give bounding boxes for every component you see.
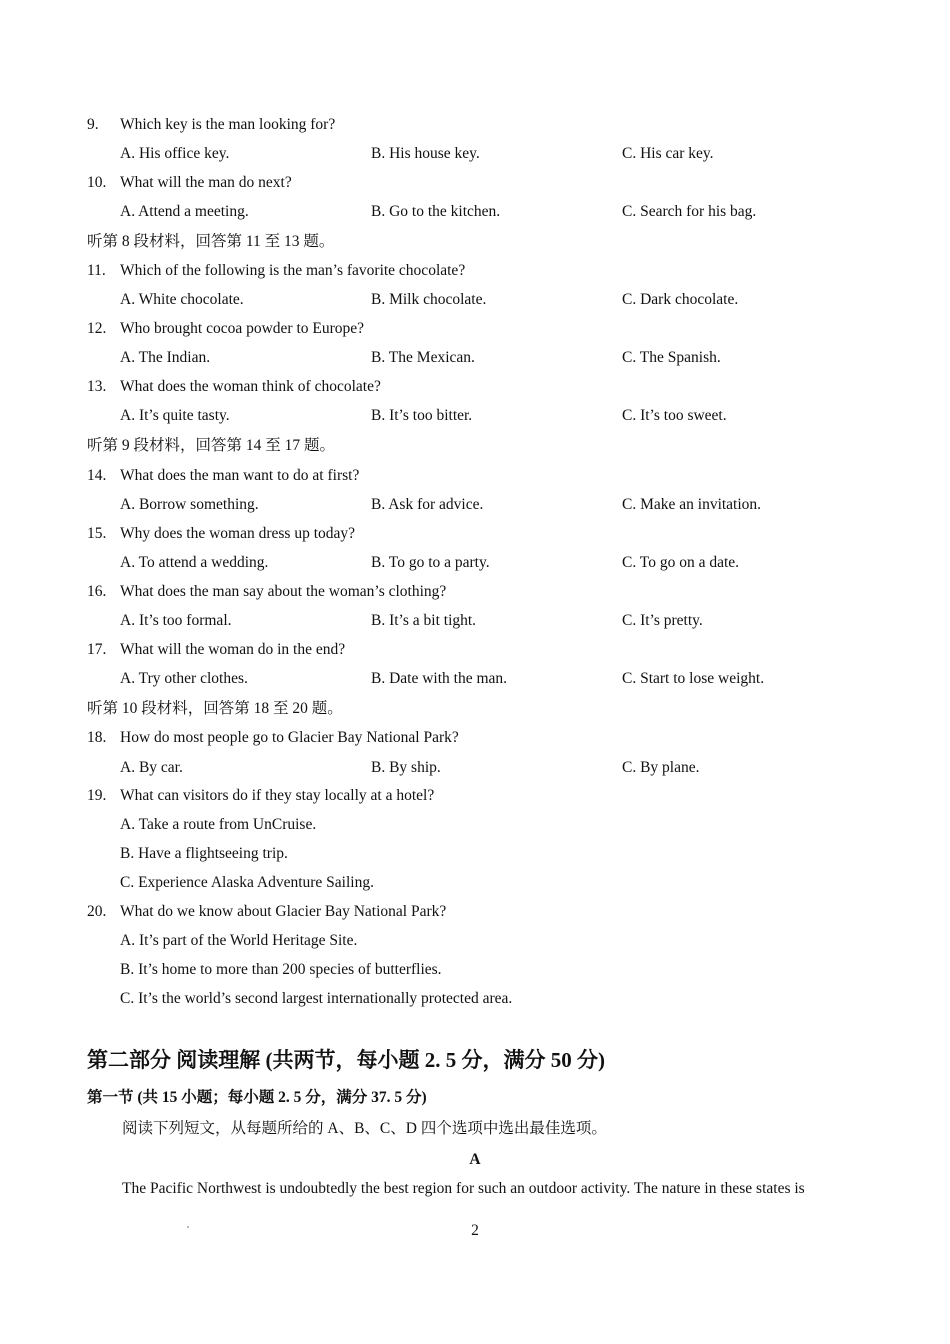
option-a: A. It’s quite tasty. xyxy=(120,407,230,424)
option-b: B. It’s a bit tight. xyxy=(371,612,477,629)
question-number: 13. xyxy=(87,378,107,395)
option-c: C. Experience Alaska Adventure Sailing. xyxy=(120,874,374,891)
option-b: B. Date with the man. xyxy=(371,670,508,687)
option-c: C. Start to lose weight. xyxy=(622,670,765,687)
question-stem: What will the woman do in the end? xyxy=(120,641,346,658)
option-c: C. Make an invitation. xyxy=(622,496,762,513)
option-c: C. It’s the world’s second largest internationally protected area. xyxy=(120,990,513,1007)
question-stem: Which key is the man looking for? xyxy=(120,116,336,133)
section-instruction: 听第 10 段材料，回答第 18 至 20 题。 xyxy=(87,700,343,717)
question-number: 17. xyxy=(87,641,107,658)
question-stem: What does the man say about the woman’s clothing? xyxy=(120,583,447,600)
question-number: 14. xyxy=(87,467,107,484)
option-b: B. To go to a party. xyxy=(371,554,490,571)
question-number: 10. xyxy=(87,174,107,191)
passage-label: A xyxy=(469,1151,481,1168)
question-stem: What will the man do next? xyxy=(120,174,292,191)
question-number: 9. xyxy=(87,116,99,133)
option-b: B. Go to the kitchen. xyxy=(371,203,501,220)
question-number: 16. xyxy=(87,583,107,600)
question-stem: Why does the woman dress up today? xyxy=(120,525,356,542)
option-b: B. It’s too bitter. xyxy=(371,407,473,424)
option-a: A. Attend a meeting. xyxy=(120,203,249,220)
option-c: C. The Spanish. xyxy=(622,349,721,366)
option-a: A. To attend a wedding. xyxy=(120,554,269,571)
option-a: A. It’s part of the World Heritage Site. xyxy=(120,932,358,949)
reading-instruction: 阅读下列短文，从每题所给的 A、B、C、D 四个选项中选出最佳选项。 xyxy=(122,1120,607,1137)
option-a: A. White chocolate. xyxy=(120,291,244,308)
option-c: C. Dark chocolate. xyxy=(622,291,739,308)
option-b: B. Have a flightseeing trip. xyxy=(120,845,288,862)
page-number: 2 xyxy=(471,1222,479,1239)
question-number: 12. xyxy=(87,320,107,337)
section-instruction: 听第 8 段材料，回答第 11 至 13 题。 xyxy=(87,233,335,250)
option-c: C. It’s pretty. xyxy=(622,612,703,629)
question-stem: What can visitors do if they stay locally at a hotel? xyxy=(120,787,435,804)
option-a: A. His office key. xyxy=(120,145,230,162)
question-stem: How do most people go to Glacier Bay National Park? xyxy=(120,729,459,746)
question-number: 18. xyxy=(87,729,107,746)
option-b: B. Milk chocolate. xyxy=(371,291,487,308)
option-c: C. To go on a date. xyxy=(622,554,740,571)
option-b: B. His house key. xyxy=(371,145,480,162)
question-number: 19. xyxy=(87,787,107,804)
passage-first-line: The Pacific Northwest is undoubtedly the best region for such an outdoor activity. The nature in these states is xyxy=(122,1180,805,1197)
option-c: C. Search for his bag. xyxy=(622,203,757,220)
option-c: C. His car key. xyxy=(622,145,714,162)
option-a: A. Borrow something. xyxy=(120,496,259,513)
question-stem: What does the woman think of chocolate? xyxy=(120,378,381,395)
question-stem: Which of the following is the man’s favorite chocolate? xyxy=(120,262,466,279)
section-title: 第一节 (共 15 小题；每小题 2. 5 分，满分 37. 5 分) xyxy=(87,1089,427,1106)
section-instruction: 听第 9 段材料，回答第 14 至 17 题。 xyxy=(87,437,336,454)
question-stem: What does the man want to do at first? xyxy=(120,467,360,484)
question-number: 11. xyxy=(87,262,106,279)
question-stem: What do we know about Glacier Bay National Park? xyxy=(120,903,447,920)
option-b: B. Ask for advice. xyxy=(371,496,484,513)
option-c: C. It’s too sweet. xyxy=(622,407,727,424)
option-a: A. By car. xyxy=(120,759,183,776)
option-a: A. Take a route from UnCruise. xyxy=(120,816,317,833)
part-title: 第二部分 阅读理解 (共两节，每小题 2. 5 分，满分 50 分) xyxy=(87,1048,605,1072)
option-b: B. It’s home to more than 200 species of butterflies. xyxy=(120,961,442,978)
option-a: A. The Indian. xyxy=(120,349,211,366)
option-a: A. Try other clothes. xyxy=(120,670,248,687)
option-c: C. By plane. xyxy=(622,759,700,776)
option-b: B. The Mexican. xyxy=(371,349,475,366)
option-b: B. By ship. xyxy=(371,759,441,776)
question-number: 15. xyxy=(87,525,107,542)
question-number: 20. xyxy=(87,903,107,920)
question-stem: Who brought cocoa powder to Europe? xyxy=(120,320,365,337)
option-a: A. It’s too formal. xyxy=(120,612,232,629)
